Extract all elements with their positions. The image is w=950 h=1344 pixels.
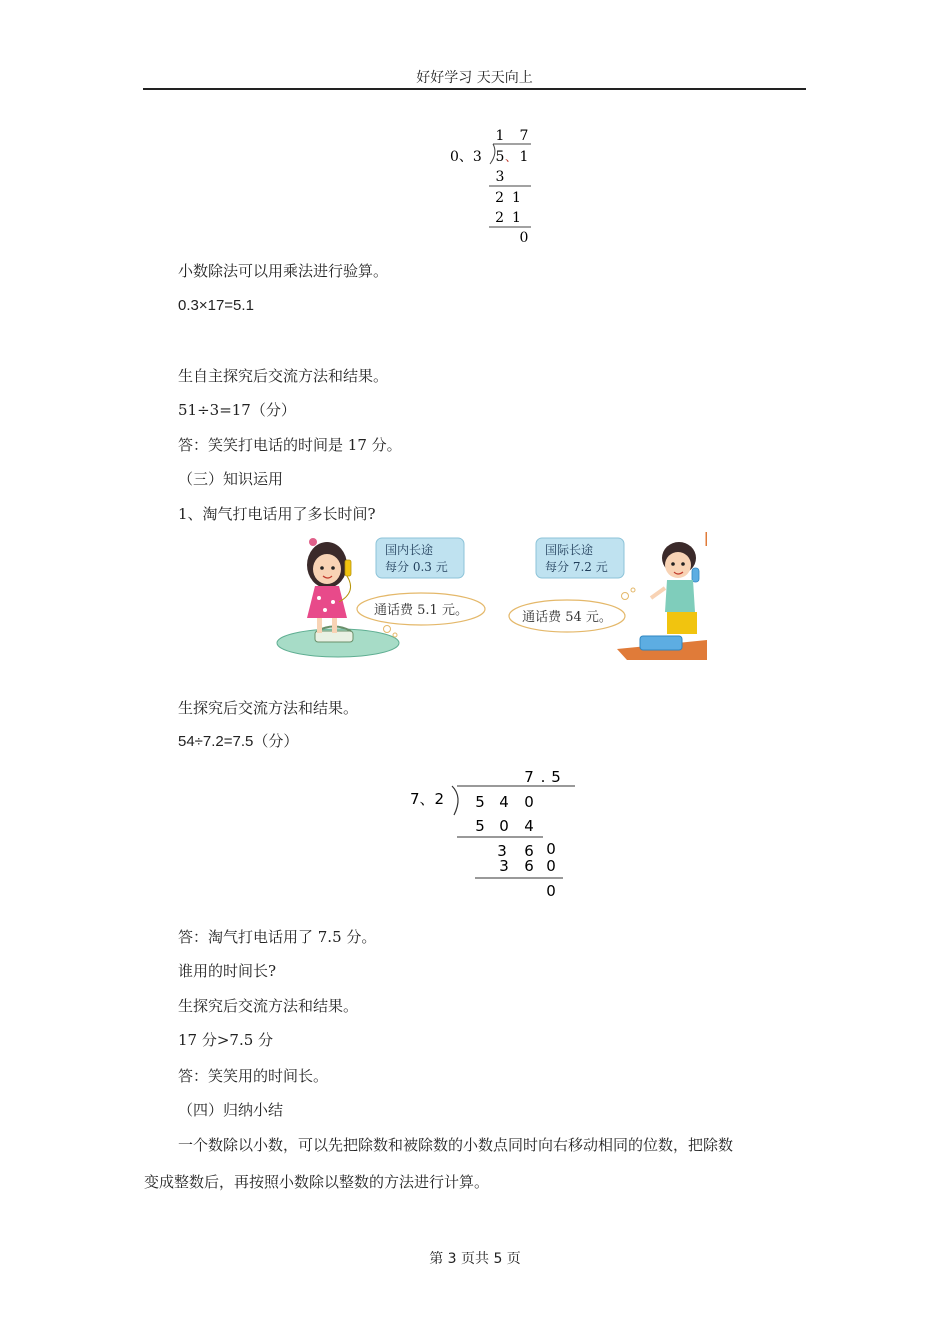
dividend-digit: 4 (499, 793, 509, 811)
step-digit: 0 (546, 857, 556, 875)
phone-call-illustration (275, 532, 707, 660)
international-rate: 每分 7.2 元 (545, 560, 608, 574)
dividend-digit: 5 (495, 149, 505, 165)
quotient-digit: 5 (551, 768, 561, 786)
text-line: 0.3×17=5.1 (178, 297, 254, 314)
girl-figure (307, 538, 351, 633)
section-heading: （四）归纳小结 (178, 1101, 284, 1119)
text-line: 生探究后交流方法和结果。 (178, 699, 359, 717)
text-line: 生探究后交流方法和结果。 (178, 997, 359, 1015)
step-digit: 4 (524, 817, 534, 835)
decimal-mark: 、 (504, 150, 518, 164)
quotient-digit: 7 (519, 128, 529, 144)
divisor: 0、3 (450, 149, 482, 165)
remainder: 0 (519, 230, 529, 246)
quotient-digit: 1 (495, 128, 505, 144)
boy-figure (651, 542, 699, 634)
remainder: 0 (546, 882, 556, 900)
answer-line: 答：笑笑用的时间长。 (178, 1067, 329, 1085)
domestic-title: 国内长途 (385, 543, 434, 557)
question-line: 谁用的时间长? (178, 962, 277, 980)
step-value: 21 (495, 210, 529, 226)
step-digit: 5 (475, 817, 485, 835)
section-heading: （三）知识运用 (178, 470, 284, 488)
step-digit: 3 (499, 857, 509, 875)
summary-line: 变成整数后，再按照小数除以整数的方法进行计算。 (144, 1173, 490, 1191)
dividend-digit: 0 (524, 793, 534, 811)
text-line: 答：笑笑打电话的时间是 17 分。 (178, 436, 402, 454)
step-digit: 6 (524, 842, 534, 860)
quotient-digit: 7 (524, 768, 534, 786)
quotient-point: . (540, 768, 546, 786)
text-line: 17 分>7.5 分 (178, 1031, 274, 1049)
step-digit: 6 (524, 857, 534, 875)
long-division-5-1-by-0-3 (445, 124, 540, 248)
text-line: 小数除法可以用乘法进行验算。 (178, 262, 389, 280)
step-digit: 0 (546, 840, 556, 858)
international-fee: 通话费 54 元。 (522, 610, 612, 625)
text-line: 54÷7.2=7.5（分） (178, 733, 299, 750)
dividend-digit: 1 (519, 149, 529, 165)
text-line: 生自主探究后交流方法和结果。 (178, 367, 389, 385)
summary-line: 一个数除以小数，可以先把除数和被除数的小数点同时向右移动相同的位数，把除数 (178, 1136, 734, 1154)
long-division-54-by-7-2 (405, 765, 580, 905)
page-header: 好好学习 天天向上 (143, 68, 806, 90)
boy-telephone (640, 636, 682, 650)
step-value: 21 (495, 190, 529, 206)
question-line: 1、淘气打电话用了多长时间? (178, 505, 376, 523)
step-digit: 0 (499, 817, 509, 835)
domestic-fee: 通话费 5.1 元。 (374, 603, 468, 618)
answer-line: 答：淘气打电话用了 7.5 分。 (178, 928, 377, 946)
step-value: 3 (495, 169, 505, 185)
step-digit: 3 (497, 842, 507, 860)
divisor: 7、2 (410, 790, 445, 808)
international-title: 国际长途 (545, 543, 594, 557)
dividend-digit: 5 (475, 793, 485, 811)
text-line: 51÷3=17（分） (178, 401, 296, 419)
page-footer: 第 3 页共 5 页 (429, 1251, 521, 1267)
domestic-rate: 每分 0.3 元 (385, 560, 448, 574)
